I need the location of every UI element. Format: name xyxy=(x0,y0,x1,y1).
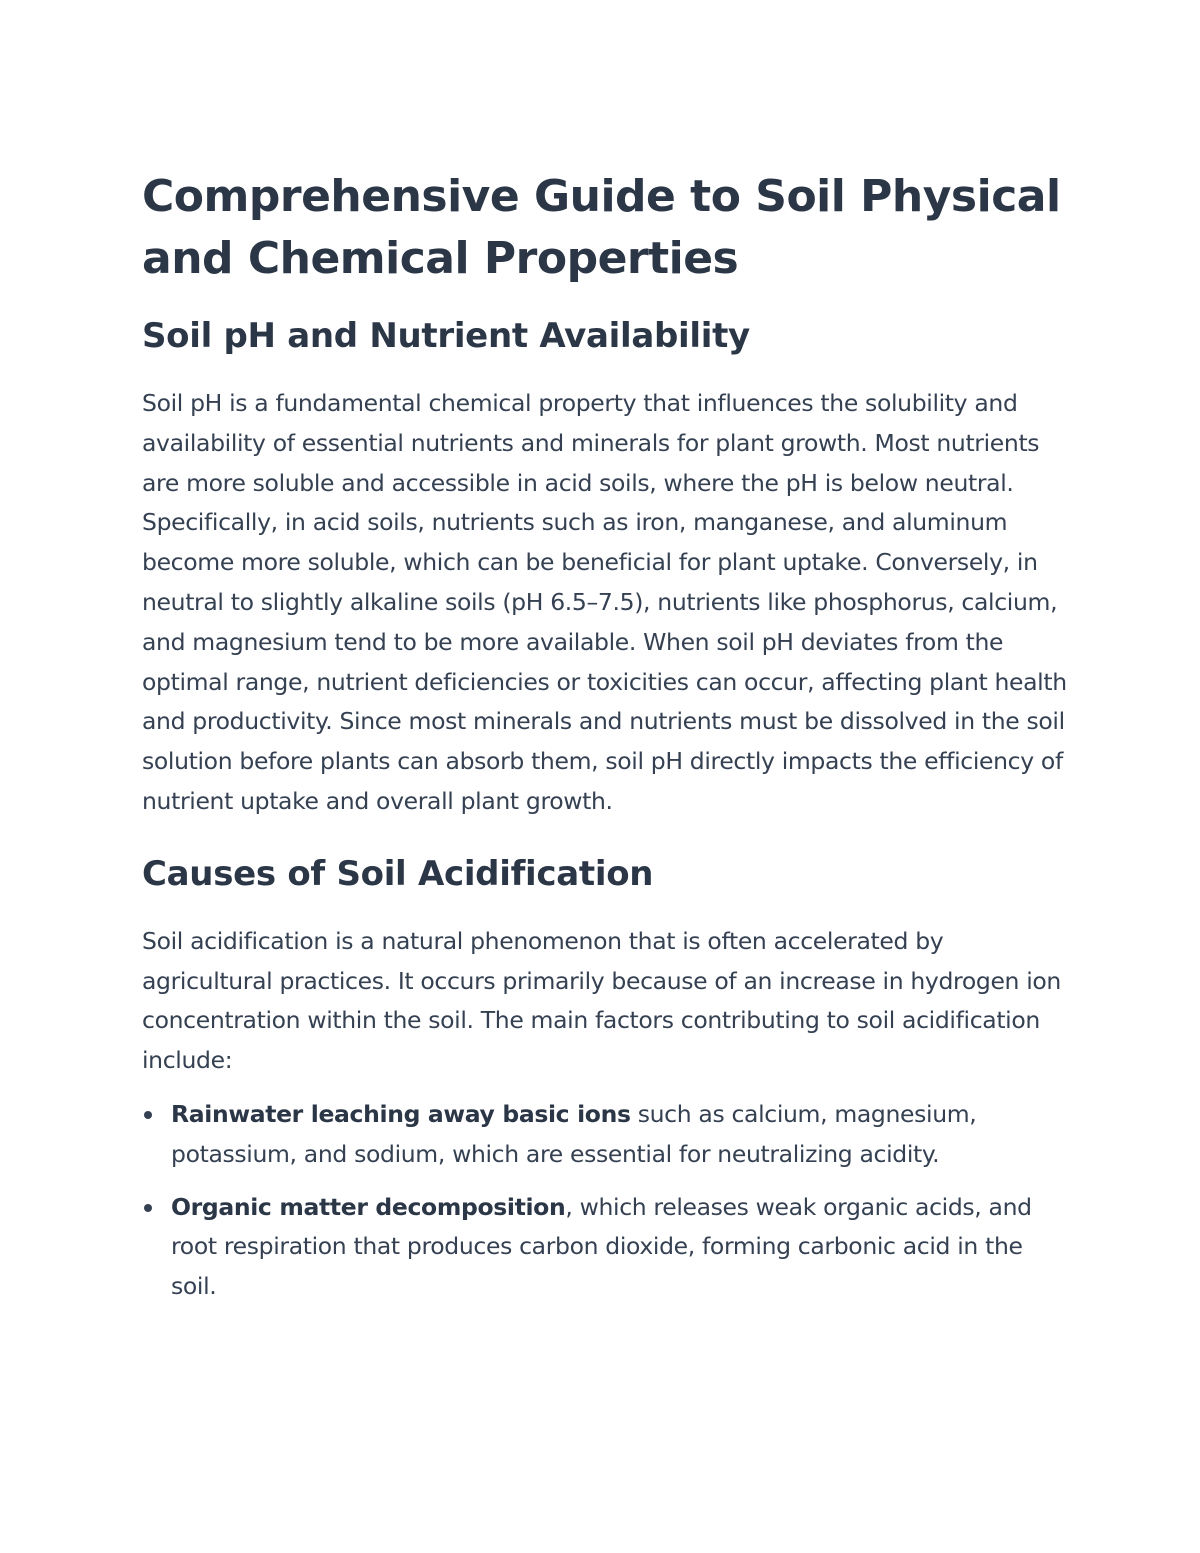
paragraph-soil-acidification: Soil acidification is a natural phenomenon that is often accelerated by agricultural practices. It occurs primarily because of an increase in hydrogen ion concentration within the soil. The main factors contributing to soil acidification include: xyxy=(142,926,1061,1075)
list-item-bold: Organic matter decomposition xyxy=(171,1192,566,1221)
acidification-causes-list xyxy=(142,1095,1072,1307)
paragraph-soil-ph: Soil pH is a fundamental chemical property that influences the solubility and availability of essential nutrients and minerals for plant growth. Most nutrients are more soluble and accessible in acid soils, where the pH is below neutral. Specifically, in acid soils, nutrients such as iron, manganese, and aluminum become more soluble, which can be beneficial for plant uptake. Conversely, in neutral to slightly alkaline soils (pH 6.5–7.5), nutrients like phosphorus, calcium, and magnesium tend to be more available. When soil pH deviates from the optimal range, nutrient deficiencies or toxicities can occur, affecting plant health and productivity. Since most minerals and nutrients must be dissolved in the soil solution before plants can absorb them, soil pH directly impacts the efficiency of nutrient uptake and overall plant growth. xyxy=(142,389,1067,815)
bullet-dot-icon xyxy=(144,1204,152,1212)
section-heading-soil-acidification: Causes of Soil Acidification xyxy=(142,853,654,894)
list-item-text: such as calcium, magnesium, potassium, and sodium, which are essential for neutralizing acidity. xyxy=(171,1099,977,1168)
document-page xyxy=(142,166,1072,1320)
bullet-dot-icon xyxy=(144,1111,152,1119)
list-item xyxy=(142,1095,1072,1175)
list-item-bold: Rainwater leaching away basic ions xyxy=(171,1099,631,1128)
section-heading-soil-ph: Soil pH and Nutrient Availability xyxy=(142,316,750,356)
list-item-text: , which releases weak organic acids, and root respiration that produces carbon dioxide, forming carbonic acid in the soil. xyxy=(171,1192,1032,1301)
document-title: Comprehensive Guide to Soil Physical and Chemical Properties xyxy=(142,171,1061,284)
list-item xyxy=(142,1188,1072,1307)
